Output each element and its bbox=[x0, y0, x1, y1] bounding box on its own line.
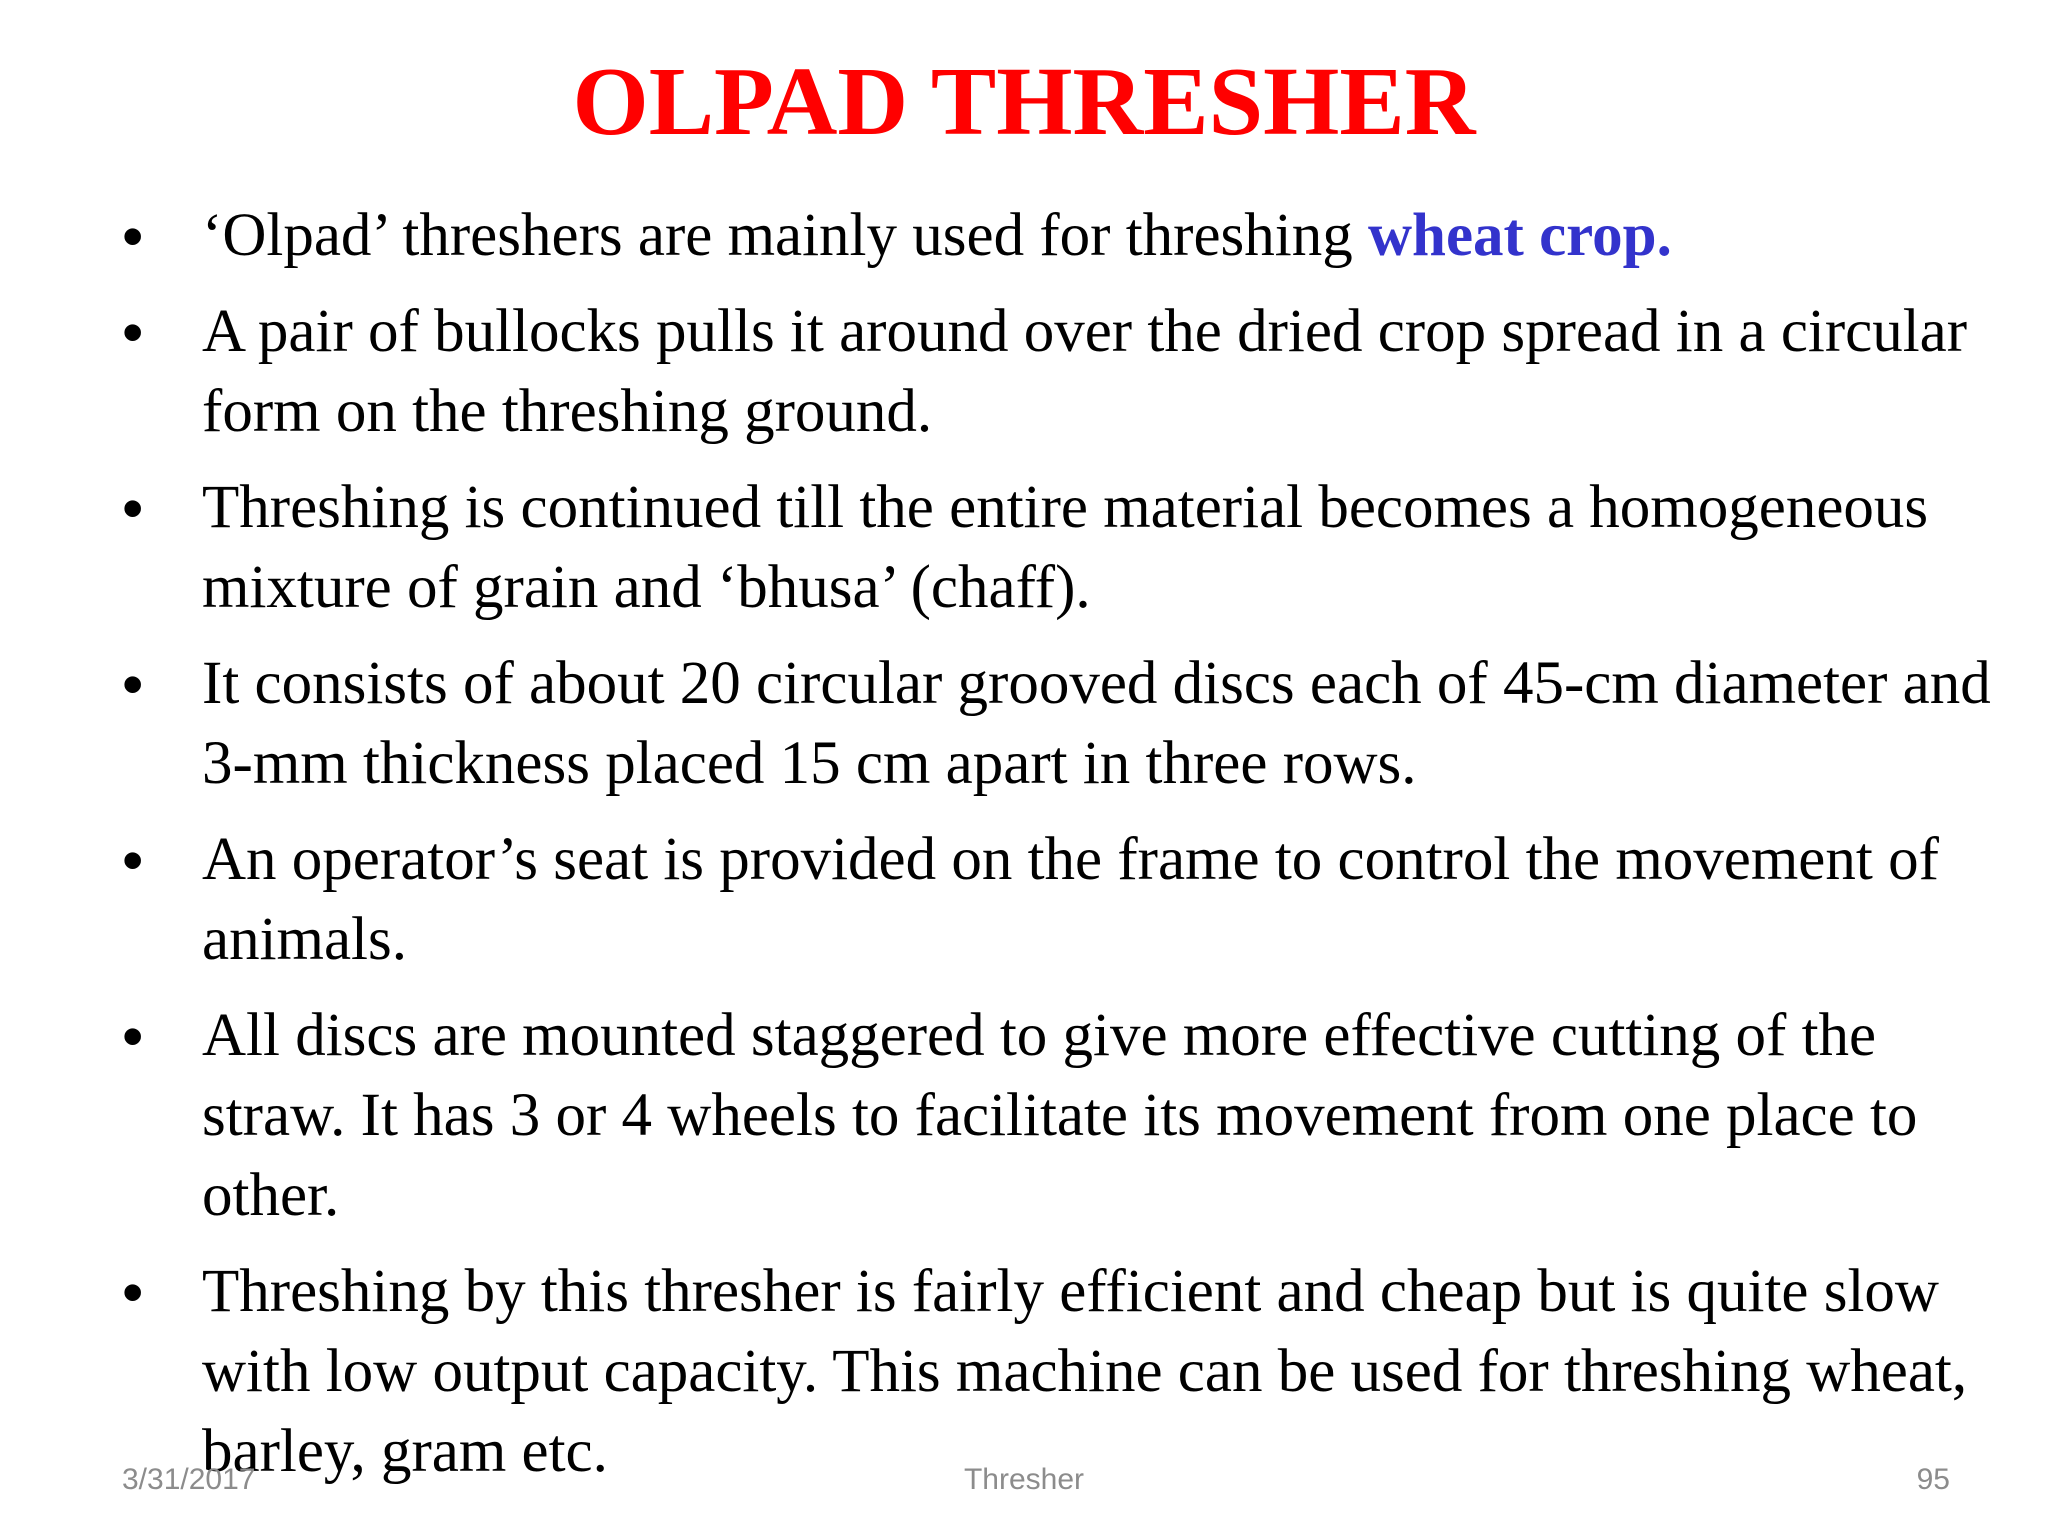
bullet-symbol: • bbox=[122, 474, 144, 542]
bullet-item bbox=[0, 820, 2048, 980]
bullet-item bbox=[0, 196, 2048, 276]
bullet-text: ‘Olpad’ threshers are mainly used for threshing bbox=[202, 202, 1368, 269]
bullet-item bbox=[0, 644, 2048, 804]
bullet-text: Threshing is continued till the entire material becomes a homogeneous mixture of grain and ‘bhusa’ (chaff). bbox=[202, 474, 1929, 621]
bullet-item bbox=[0, 292, 2048, 452]
page-number: 95 bbox=[1916, 1463, 1950, 1496]
bullet-symbol: • bbox=[122, 202, 144, 270]
bullet-symbol: • bbox=[122, 826, 144, 894]
bullet-symbol: • bbox=[122, 650, 144, 718]
bullet-item bbox=[0, 1252, 2048, 1492]
bullet-text: An operator’s seat is provided on the frame to control the movement of animals. bbox=[202, 826, 1939, 973]
bullet-item bbox=[0, 996, 2048, 1236]
bullet-item bbox=[0, 468, 2048, 628]
bullet-text: Threshing by this thresher is fairly efficient and cheap but is quite slow with low output capacity. This machine can be used for threshing wheat, barley, gram etc. bbox=[202, 1258, 1968, 1485]
bullet-highlight: wheat crop. bbox=[1367, 202, 1672, 269]
footer-title: Thresher bbox=[963, 1463, 1085, 1496]
bullet-list bbox=[0, 196, 2048, 1508]
bullet-symbol: • bbox=[122, 1258, 144, 1326]
bullet-text: All discs are mounted staggered to give more effective cutting of the straw. It has 3 or 4 wheels to facilitate its movement from one place to other. bbox=[202, 1002, 1918, 1229]
slide-title: OLPAD THRESHER bbox=[572, 48, 1476, 156]
bullet-text: It consists of about 20 circular grooved discs each of 45-cm diameter and 3-mm thickness placed 15 cm apart in three rows. bbox=[202, 650, 1991, 797]
bullet-text: A pair of bullocks pulls it around over the dried crop spread in a circular form on the threshing ground. bbox=[202, 298, 1968, 445]
footer-date: 3/31/2017 bbox=[122, 1463, 256, 1496]
bullet-symbol: • bbox=[122, 1002, 144, 1070]
bullet-symbol: • bbox=[122, 298, 144, 366]
